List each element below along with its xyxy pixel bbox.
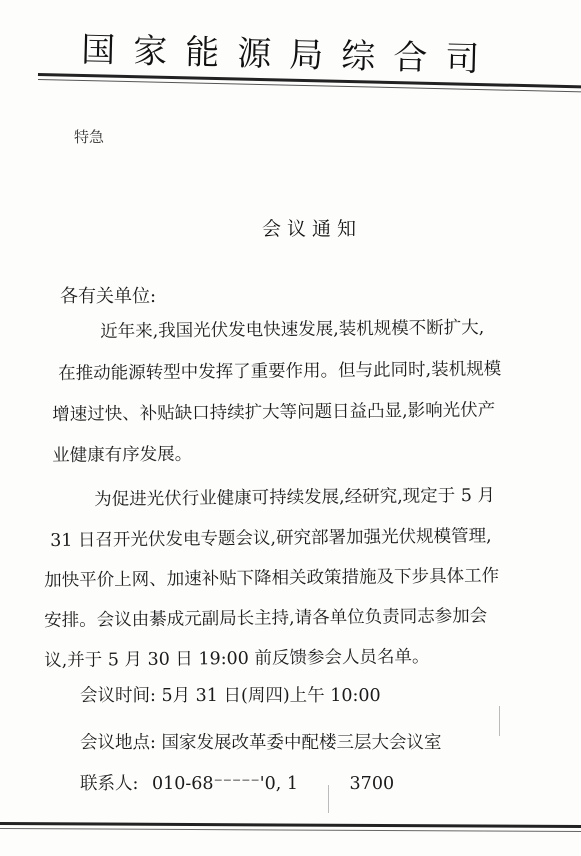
notice-title: 会议通知: [262, 218, 363, 240]
meeting-time: 会议时间: 5月 31 日(周四)上午 10:00: [80, 686, 381, 706]
scan-artifact: [328, 785, 329, 813]
contact-extension: 3700: [349, 774, 395, 794]
paragraph2-line: 31 日召开光伏发电专题会议,研究部署加强光伏规模管理,: [50, 526, 492, 551]
salutation: 各有关单位:: [60, 286, 157, 307]
footer-rule-thick: [0, 822, 581, 828]
agency-masthead: 国家能源局综合司: [80, 29, 498, 81]
urgency-label: 特急: [74, 128, 105, 146]
meeting-location: 会议地点: 国家发展改革委中配楼三层大会议室: [80, 733, 442, 753]
paragraph2-line: 加快平价上网、加速补贴下降相关政策措施及下步具体工作: [44, 566, 500, 591]
paragraph1-line: 业健康有序发展。: [52, 444, 193, 466]
paragraph2-line: 议,并于 5 月 30 日 19:00 前反馈参会人员名单。: [44, 646, 430, 671]
paragraph2-line: 为促进光伏行业健康可持续发展,经研究,现定于 5 月: [94, 485, 496, 510]
paragraph1-line: 近年来,我国光伏发电快速发展,装机规模不断扩大,: [100, 317, 485, 342]
contact-phone: 010-68⁻⁻⁻⁻⁻'0, 1: [151, 774, 298, 794]
scan-artifact: [499, 706, 500, 736]
footer-rule-thin: [0, 828, 581, 832]
paragraph2-line: 安排。会议由綦成元副局长主持,请各单位负责同志参加会: [44, 606, 488, 631]
meeting-contact: [80, 770, 394, 795]
paragraph1-line: 增速过快、补贴缺口持续扩大等问题日益凸显,影响光伏产: [52, 400, 496, 425]
paragraph1-line: 在推动能源转型中发挥了重要作用。但与此同时,装机规模: [58, 359, 502, 384]
contact-label: 联系人:: [80, 774, 139, 794]
